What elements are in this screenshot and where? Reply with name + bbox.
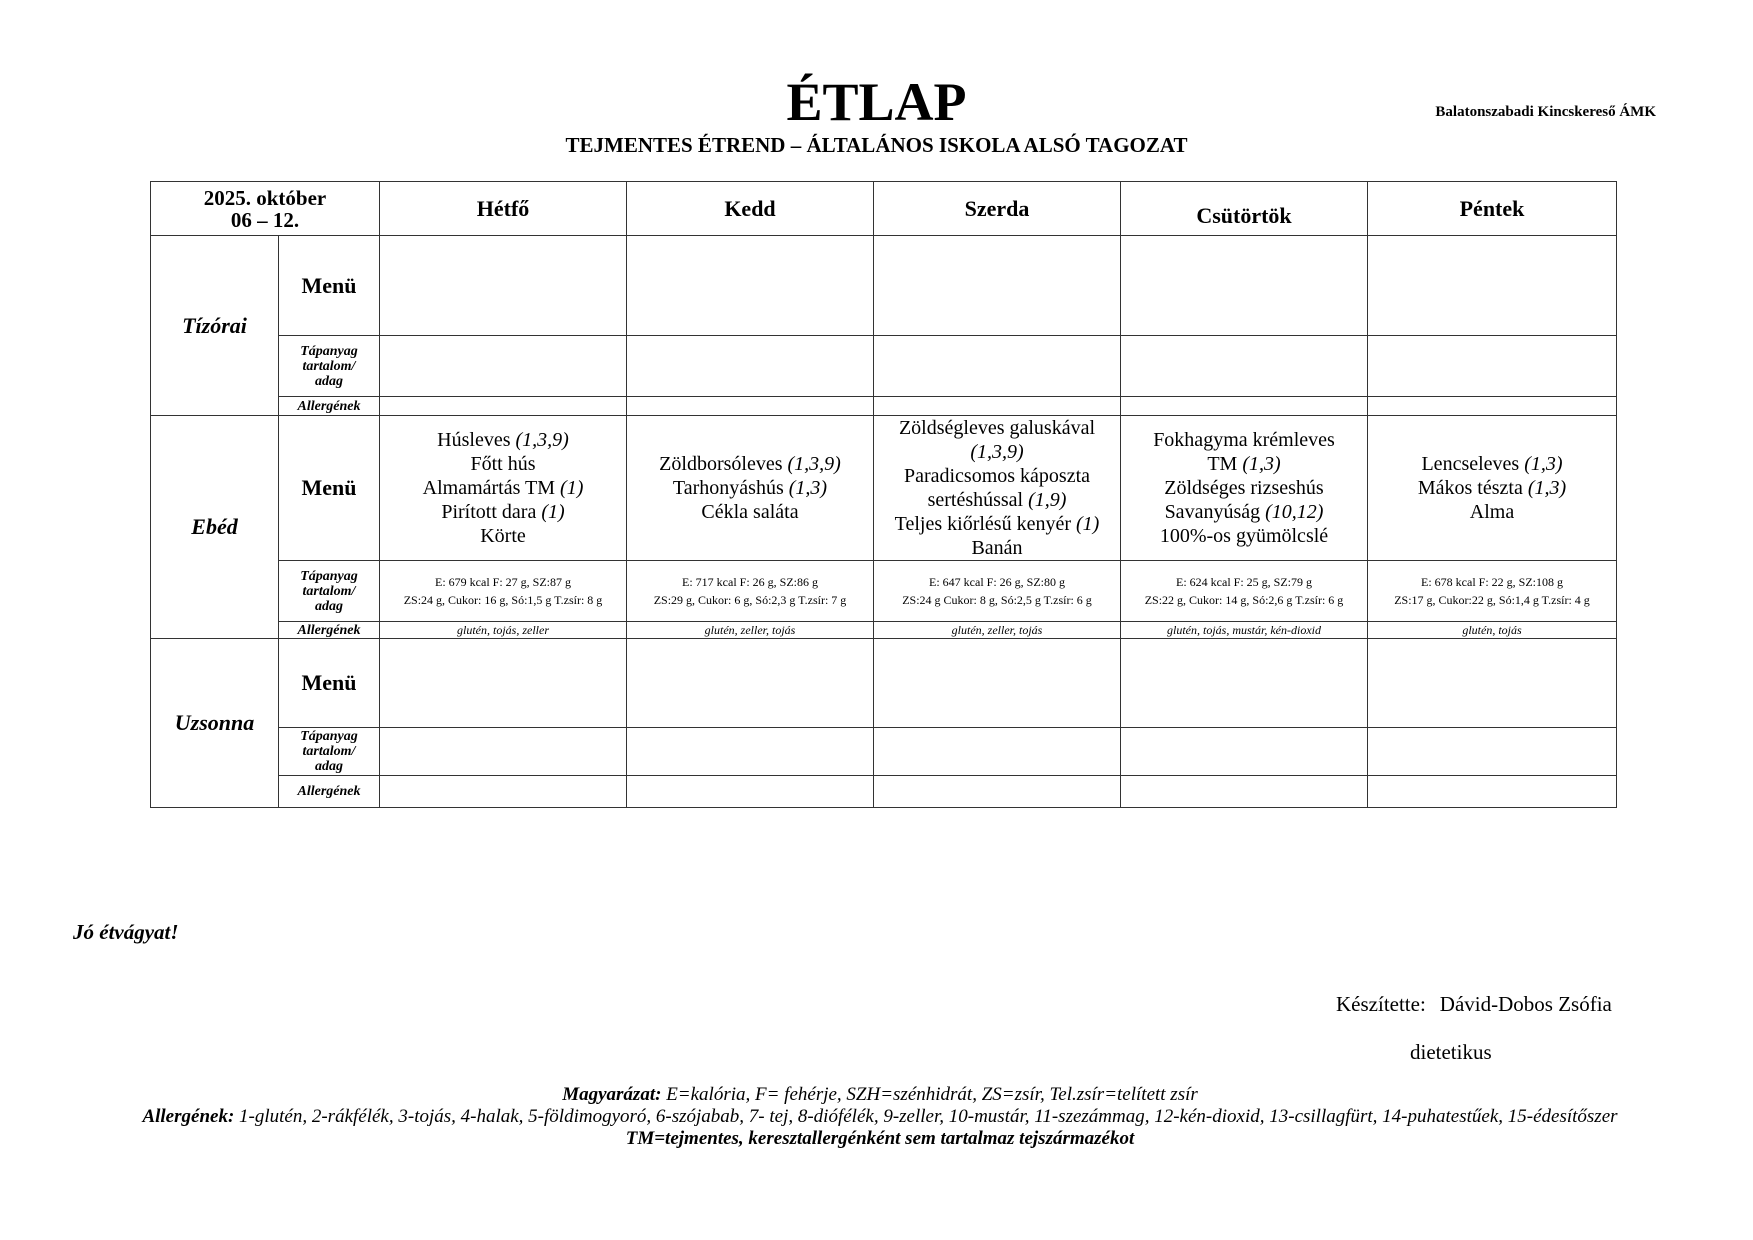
row-label-nutrition-line: tartalom/ — [302, 583, 356, 599]
allergen-cell — [627, 776, 874, 808]
menu-cell — [627, 639, 874, 728]
allergens-friday: glutén, tojás — [1368, 622, 1617, 639]
dish-line: Paradicsomos káposzta — [903, 465, 1091, 487]
meal-label-uzsonna: Uzsonna — [151, 639, 279, 808]
legend-tm-note: TM=tejmentes, keresztallergénként sem tartalmaz tejszármazékot — [625, 1128, 1135, 1149]
allergens-monday: glutén, tojás, zeller — [380, 622, 627, 639]
allergens-tuesday: glutén, zeller, tojás — [627, 622, 874, 639]
ebed-nutrition-row — [151, 561, 1617, 622]
menu-cell — [1121, 236, 1368, 336]
tizorai-menu-row — [151, 236, 1617, 336]
row-label-nutrition-line: Tápanyag — [300, 568, 358, 584]
allergen-cell — [627, 397, 874, 416]
dish-line: 100%-os gyümölcslé — [1159, 525, 1329, 547]
row-label-nutrition-line: adag — [315, 598, 343, 614]
institution-name: Balatonszabadi Kincskereső ÁMK — [1435, 104, 1656, 120]
row-label-menu: Menü — [279, 236, 380, 336]
legend-allergens: Allergének: 1-glutén, 2-rákfélék, 3-tojás, 4-halak, 5-földimogyoró, 6-szójabab, 7- tej, 8-diófélék, 9-zeller, 10-mustár, 11-szezámmag, 12-kén-dioxid, 13-csillagfürt, 14-puhatestűek, 15-édesítőszer — [142, 1106, 1618, 1127]
menu-cell — [380, 236, 627, 336]
day-header-thursday: Csütörtök — [1121, 182, 1368, 236]
author-role: dietetikus — [1410, 1040, 1492, 1064]
dish-line: Húsleves (1,3,9) — [437, 429, 569, 451]
row-label-nutrition-line: Tápanyag — [300, 729, 358, 744]
dish-line: (1,3,9) — [970, 441, 1024, 463]
uzsonna-nutrition-row — [151, 728, 1617, 776]
allergen-cell — [874, 776, 1121, 808]
menu-cell — [874, 236, 1121, 336]
menu-cell — [874, 639, 1121, 728]
nutrition-cell — [380, 728, 627, 776]
meal-label-tizorai: Tízórai — [151, 236, 279, 416]
row-label-nutrition — [279, 728, 380, 776]
allergen-cell — [1368, 776, 1617, 808]
row-label-nutrition — [279, 561, 380, 622]
dish-line: Főtt hús — [470, 453, 536, 475]
allergen-cell — [380, 776, 627, 808]
row-label-allergens: Allergének — [279, 622, 380, 639]
dish-line: Savanyúság (10,12) — [1164, 501, 1324, 523]
nutrition-cell — [1368, 336, 1617, 397]
greeting: Jó étvágyat! — [73, 920, 179, 944]
menu-cell — [1368, 639, 1617, 728]
author-line — [1336, 992, 1612, 1017]
tizorai-nutrition-row — [151, 336, 1617, 397]
ebed-menu-friday — [1368, 416, 1617, 561]
nutrition-cell — [1121, 336, 1368, 397]
allergens-wednesday: glutén, zeller, tojás — [874, 622, 1121, 639]
legend — [100, 1084, 1660, 1150]
menu-cell — [1368, 236, 1617, 336]
nutrition-monday: E: 679 kcal F: 27 g, SZ:87 g ZS:24 g, Cukor: 16 g, Só:1,5 g T.zsír: 8 g — [380, 561, 627, 622]
uzsonna-allergen-row — [151, 776, 1617, 808]
dish-line: Banán — [971, 537, 1023, 559]
row-label-nutrition-line: adag — [315, 759, 343, 774]
dish-line: Körte — [480, 525, 526, 547]
dish-line: Lencseleves (1,3) — [1421, 453, 1563, 475]
dish-line: Fokhagyma krémleves — [1153, 429, 1335, 451]
legend-explanation: Magyarázat: E=kalória, F= fehérje, SZH=szénhidrát, ZS=zsír, Tel.zsír=telített zsír — [562, 1084, 1198, 1105]
row-label-nutrition — [279, 336, 380, 397]
row-label-menu: Menü — [279, 416, 380, 561]
row-label-nutrition-line: tartalom/ — [302, 358, 356, 374]
nutrition-cell — [380, 336, 627, 397]
day-header-wednesday: Szerda — [874, 182, 1121, 236]
meal-label-ebed: Ebéd — [151, 416, 279, 639]
nutrition-wednesday: E: 647 kcal F: 26 g, SZ:80 g ZS:24 g Cukor: 8 g, Só:2,5 g T.zsír: 6 g — [874, 561, 1121, 622]
dish-line: sertéshússal (1,9) — [927, 489, 1067, 511]
row-label-nutrition-line: Tápanyag — [300, 343, 358, 359]
dish-line: Zöldséges rizseshús — [1164, 477, 1324, 499]
dish-line: Teljes kiőrlésű kenyér (1) — [894, 513, 1100, 535]
dish-line: Mákos tészta (1,3) — [1417, 477, 1567, 499]
period-month: 2025. október — [203, 185, 327, 210]
row-label-allergens: Allergének — [279, 776, 380, 808]
header-row — [151, 182, 1617, 236]
dish-line: Cékla saláta — [701, 501, 799, 523]
allergen-cell — [1368, 397, 1617, 416]
dish-line: Tarhonyáshús (1,3) — [672, 477, 828, 499]
dish-line: Zöldségleves galuskával — [898, 417, 1096, 439]
period-days: 06 – 12. — [230, 207, 300, 232]
ebed-menu-wednesday — [874, 416, 1121, 561]
page-title: ÉTLAP — [786, 72, 967, 132]
allergen-cell — [874, 397, 1121, 416]
ebed-menu-row — [151, 416, 1617, 561]
allergens-thursday: glutén, tojás, mustár, kén-dioxid — [1121, 622, 1368, 639]
dish-line: Alma — [1469, 501, 1515, 523]
menu-cell — [627, 236, 874, 336]
dish-line: TM (1,3) — [1207, 453, 1281, 475]
allergen-cell — [1121, 397, 1368, 416]
nutrition-cell — [1368, 728, 1617, 776]
nutrition-cell — [1121, 728, 1368, 776]
menu-cell — [380, 639, 627, 728]
uzsonna-menu-row — [151, 639, 1617, 728]
author-label: Készítette: — [1336, 992, 1426, 1016]
ebed-menu-thursday — [1121, 416, 1368, 561]
author-name: Dávid-Dobos Zsófia — [1439, 992, 1612, 1016]
row-label-allergens: Allergének — [279, 397, 380, 416]
menu-cell — [1121, 639, 1368, 728]
allergen-cell — [380, 397, 627, 416]
dish-line: Zöldborsóleves (1,3,9) — [659, 453, 841, 475]
dish-line: Almamártás TM (1) — [422, 477, 584, 499]
row-label-nutrition-line: adag — [315, 373, 343, 389]
nutrition-tuesday: E: 717 kcal F: 26 g, SZ:86 g ZS:29 g, Cukor: 6 g, Só:2,3 g T.zsír: 7 g — [627, 561, 874, 622]
menu-table — [150, 181, 1617, 808]
ebed-allergen-row — [151, 622, 1617, 639]
nutrition-cell — [627, 336, 874, 397]
nutrition-cell — [874, 728, 1121, 776]
day-header-friday: Péntek — [1368, 182, 1617, 236]
ebed-menu-monday — [380, 416, 627, 561]
day-header-tuesday: Kedd — [627, 182, 874, 236]
row-label-menu: Menü — [279, 639, 380, 728]
dish-line: Pirított dara (1) — [441, 501, 565, 523]
allergen-cell — [1121, 776, 1368, 808]
day-header-monday: Hétfő — [380, 182, 627, 236]
ebed-menu-tuesday — [627, 416, 874, 561]
nutrition-cell — [627, 728, 874, 776]
nutrition-cell — [874, 336, 1121, 397]
nutrition-friday: E: 678 kcal F: 22 g, SZ:108 g ZS:17 g, Cukor:22 g, Só:1,4 g T.zsír: 4 g — [1368, 561, 1617, 622]
nutrition-thursday: E: 624 kcal F: 25 g, SZ:79 g ZS:22 g, Cukor: 14 g, Só:2,6 g T.zsír: 6 g — [1121, 561, 1368, 622]
period-cell — [151, 182, 380, 236]
tizorai-allergen-row — [151, 397, 1617, 416]
page-subtitle: TEJMENTES ÉTREND – ÁLTALÁNOS ISKOLA ALSÓ TAGOZAT — [565, 133, 1188, 157]
row-label-nutrition-line: tartalom/ — [302, 744, 356, 759]
